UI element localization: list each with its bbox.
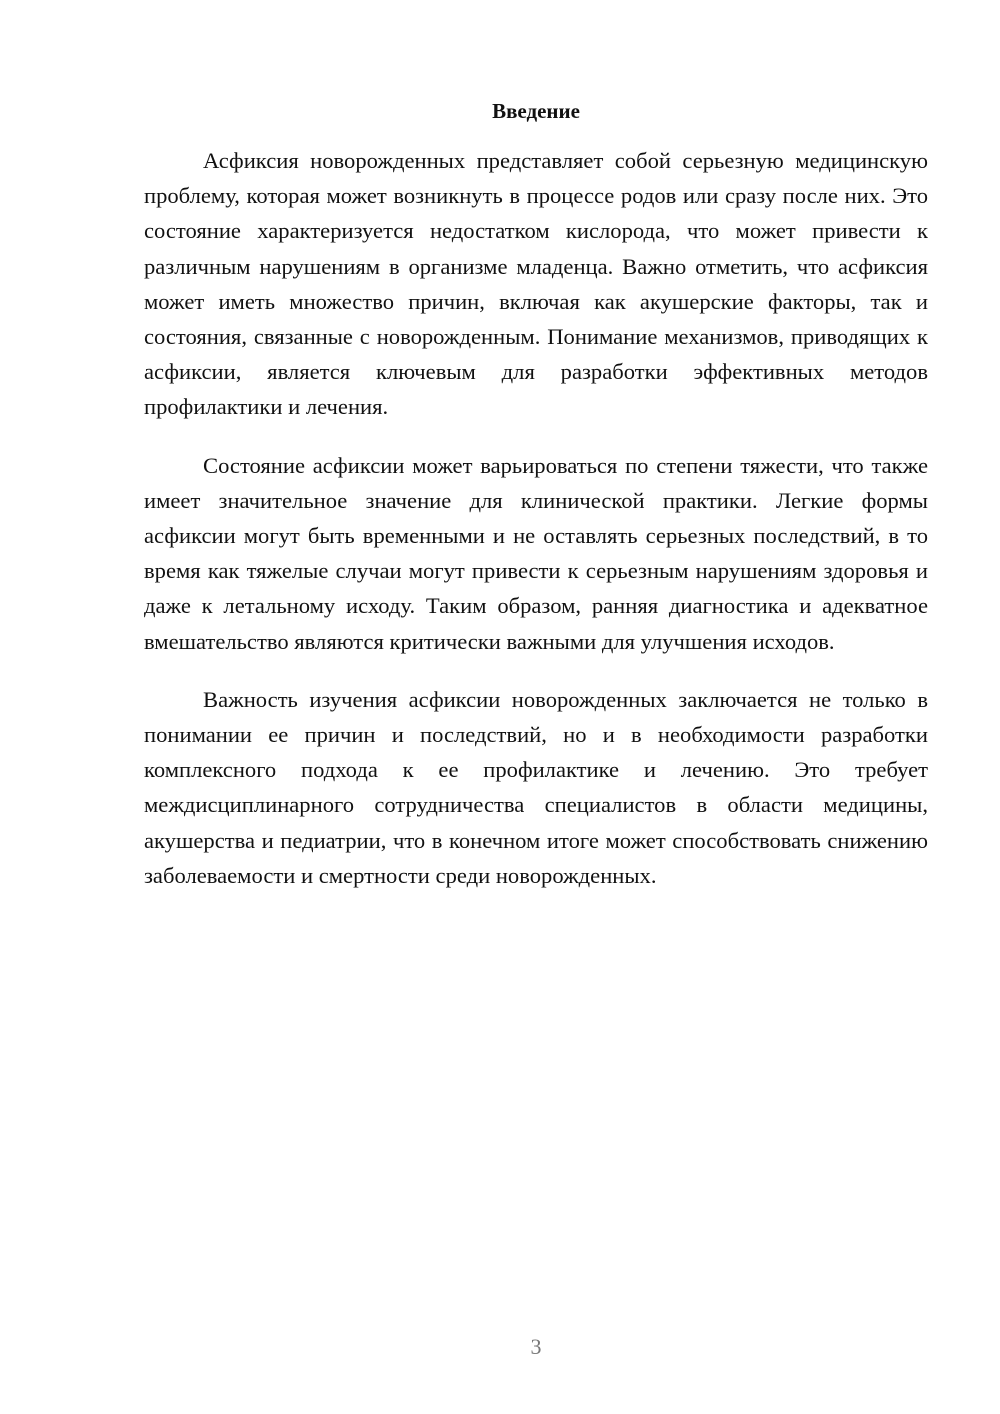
section-heading: Введение bbox=[492, 99, 580, 123]
paragraph-3: Важность изучения асфиксии новорожденных заключается не только в понимании ее причин и последствий, но и в необходимости разработки комплексного подхода к ее профилактике и лечению. Это требует междисциплинарного сотрудничества специалистов в области медицины, акушерства и педиатрии, что в конечном итоге может способствовать снижению заболеваемости и смертности среди новорожденных. bbox=[144, 686, 928, 888]
page-number: 3 bbox=[530, 1334, 542, 1359]
paragraph-1: Асфиксия новорожденных представляет собой серьезную медицинскую проблему, которая может возникнуть в процессе родов или сразу после них. Это состояние характеризуется недостатком кислорода, что может привести к различным нарушениям в организме младенца. Важно отметить, что асфиксия может иметь множество причин, включая как акушерские факторы, так и состояния, связанные с новорожденным. Понимание механизмов, приводящих к асфиксии, является ключевым для разработки эффективных методов профилактики и лечения. bbox=[144, 148, 928, 420]
paragraph-2: Состояние асфиксии может варьироваться по степени тяжести, что также имеет значительное значение для клинической практики. Легкие формы асфиксии могут быть временными и не оставлять серьезных последствий, в то время как тяжелые случаи могут привести к серьезным нарушениям здоровья и даже к летальному исходу. Таким образом, ранняя диагностика и адекватное вмешательство являются критически важными для улучшения исходов. bbox=[144, 452, 928, 654]
document-body bbox=[144, 143, 928, 916]
